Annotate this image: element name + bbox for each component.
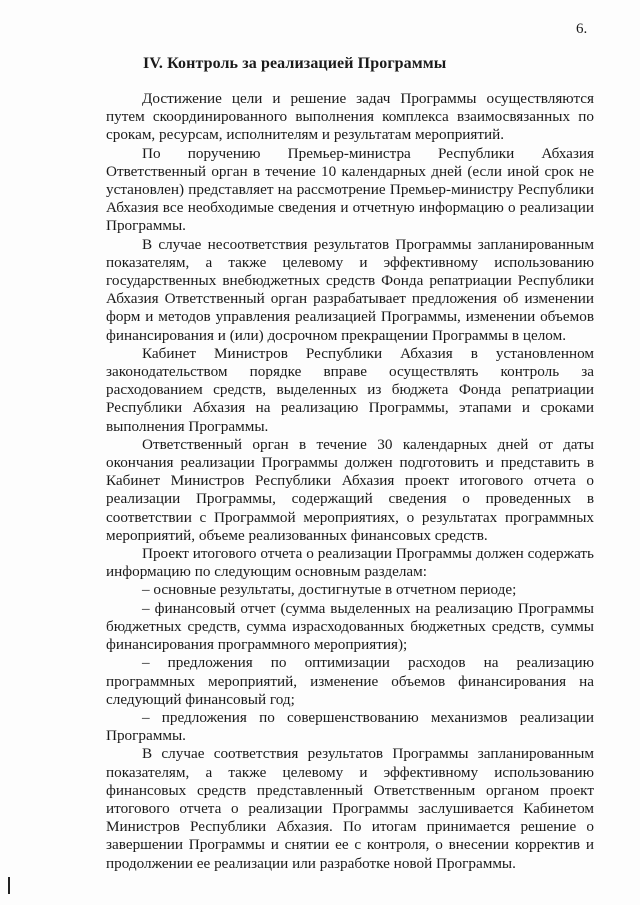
paragraph: Достижение цели и решение задач Программы осуществляются путем скоординированного выполнения комплекса взаимосвязанных по срокам, ресурсам, исполнителям и результатам мероприятий. — [106, 90, 594, 144]
paragraph: В случае соответствия результатов Программы запланированным показателям, а также целевому и эффективному использованию финансовых средств представленный Ответственным органом проект итогового отчета о реализации Программы заслушивается Кабинетом Министров Республики Абхазия. По итогам принимается решение о завершении Программы и снятии ее с контроля, о внесении корректив и продолжении ее реализации или разработке новой Программы. — [106, 745, 594, 872]
list-item: – предложения по совершенствованию механизмов реализации Программы. — [106, 708, 594, 745]
page-number: 6. — [576, 21, 588, 37]
paragraph: Проект итогового отчета о реализации Программы должен содержать информацию по следующим основным разделам: — [106, 545, 594, 581]
section-heading: IV. Контроль за реализацией Программы — [143, 55, 447, 72]
paragraph: По поручению Премьер-министра Республики Абхазия Ответственный орган в течение 10 календарных дней (если иной срок не установлен) представляет на рассмотрение Премьер-министру Республики Абхазия все необходимые сведения и отчетную информацию о реализации Программы. — [106, 144, 594, 235]
list-item: – финансовый отчет (сумма выделенных на реализацию Программы бюджетных средств, сумма израсходованных бюджетных средств, суммы финансирования программного мероприятия); — [106, 599, 594, 654]
paragraph: В случае несоответствия результатов Программы запланированным показателям, а также целевому и эффективному использованию государственных внебюджетных средств Фонда репатриации Республики Абхазия Ответственный орган разрабатывает предложения об изменении форм и методов управления реализацией Программы, изменении объемов финансирования и (или) досрочном прекращении Программы в целом. — [106, 235, 594, 344]
paragraph: Кабинет Министров Республики Абхазия в установленном законодательством порядке вправе осуществлять контроль за расходованием средств, выделенных из бюджета Фонда репатриации Республики Абхазия на реализацию Программы, этапами и сроками выполнения Программы. — [106, 344, 594, 435]
list-item: – предложения по оптимизации расходов на реализацию программных мероприятий, изменение объемов финансирования на следующий финансовый год; — [106, 654, 594, 708]
scan-margin-mark — [8, 877, 10, 894]
list-item: – основные результаты, достигнутые в отчетном периоде; — [142, 581, 517, 599]
document-body — [106, 90, 594, 873]
paragraph: Ответственный орган в течение 30 календарных дней от даты окончания реализации Программы должен подготовить и представить в Кабинет Министров Республики Абхазия проект итогового отчета о реализации Программы, содержащий сведения о проведенных в соответствии с Программой мероприятиях, о результатах программных мероприятий, объеме реализованных финансовых средств. — [106, 435, 594, 544]
